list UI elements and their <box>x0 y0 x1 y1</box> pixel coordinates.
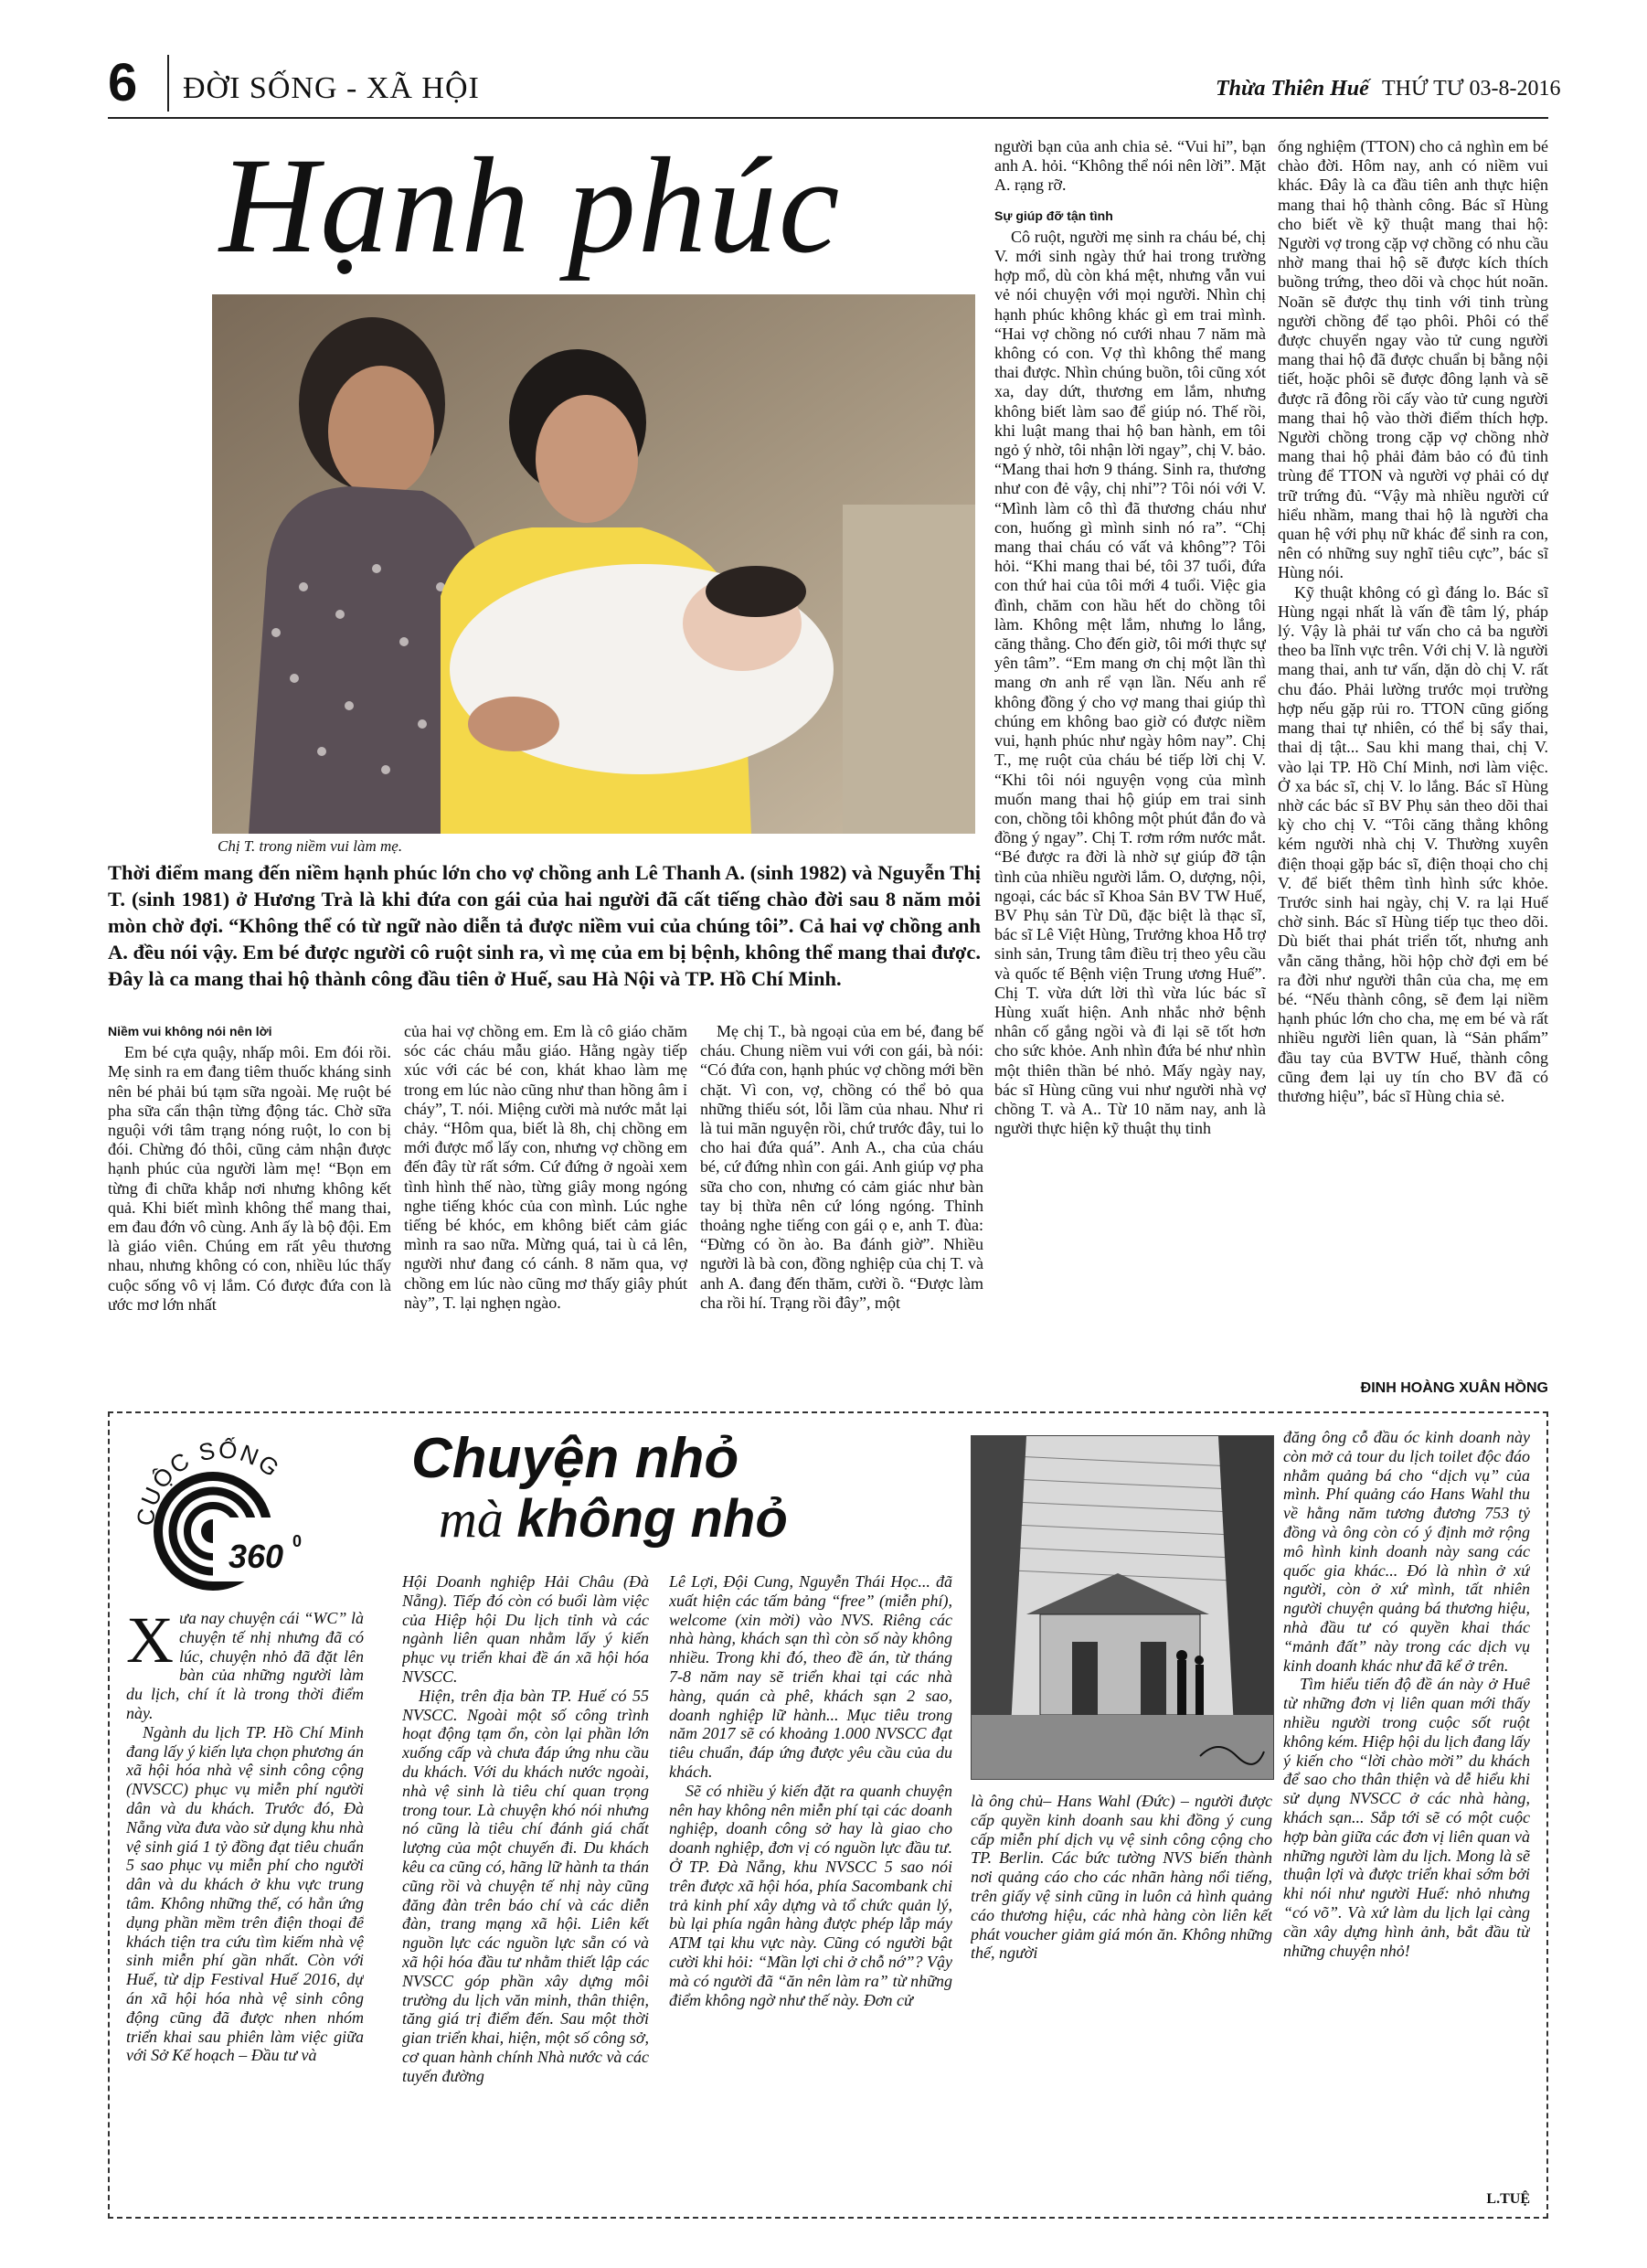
column-text: Hội Doanh nghiệp Hải Châu (Đà Nẵng). Tiếp đó còn có buổi làm việc của Hiệp hội Du lịch tỉnh và các ngành liên quan nhằm lấy ý kiến phục vụ triển khai đề án xã hội hóa NVSCC. <box>402 1572 649 1686</box>
feature-title-line-1: Chuyện nhỏ <box>411 1427 739 1490</box>
feature-column-4 <box>971 1792 1272 2203</box>
column-text: Tìm hiểu tiến độ đề án này ở Huế từ những đơn vị liên quan mới thấy nhiều người trong cuộc sốt ruột không kém. Hiệp hội du lịch đang lấy ý kiến cho “lời chào mời” du khách để sao cho thân thiện và dễ hiểu khi sử dụng NVSCC ở các nhà hàng, khách sạn... Sắp tới sẽ có một cuộc hợp bàn giữa các đơn vị liên quan và những người làm du lịch. Mong là sẽ thuận lợi và được triển khai sớm bởi khi nói như người Huế: nhỏ nhưng “có võ”. Và xứ làm du lịch lại càng cần xây dựng hình ảnh, bắt đầu từ những chuyện nhỏ! <box>1283 1675 1530 1960</box>
feature-byline: L.TUỆ <box>1486 2191 1530 2207</box>
column-text: Lê Lợi, Đội Cung, Nguyễn Thái Học... đã xuất hiện các tấm bảng “free” (miễn phí), welcome (xin mời) vào NVS. Riêng các nhà hàng, khách sạn thì còn số này không nhiều. Trong khi đó, theo đề án, từ tháng 7-8 năm nay sẽ triển khai tại các nhà hàng, quán cà phê, khách sạn 2 sao, doanh nghiệp lữ hành... Mục tiêu trong năm 2017 sẽ có khoảng 1.000 NVSCC đạt tiêu chuẩn, đáp ứng được yêu cầu của du khách. <box>669 1572 952 1781</box>
article-lead: Thời điểm mang đến niềm hạnh phúc lớn cho vợ chồng anh Lê Thanh A. (sinh 1982) và Nguyễn Thị T. (sinh 1981) ở Hương Trà là khi đứa con gái của hai người đã cất tiếng chào đời sau 8 năm mỏi mòn chờ đợi. “Không thể có từ ngữ nào diễn tả được niềm vui của chúng tôi”. Cả hai vợ chồng anh A. đều nói vậy. Em bé được người cô ruột sinh ra, vì mẹ của em bị bệnh, không thể mang thai được. Đây là ca mang thai hộ thành công đầu tiên ở Huế, sau Hà Nội và TP. Hồ Chí Minh. <box>108 861 981 990</box>
photo-illustration <box>212 294 975 834</box>
sketch-illustration <box>971 1435 1274 1780</box>
feature-column-2 <box>402 1572 649 2203</box>
column-text: Em bé cựa quậy, nhấp môi. Em đói rồi. Mẹ sinh ra em đang tiêm thuốc kháng sinh nên bé phải bú tạm sữa ngoài. Mẹ ruột bé pha sữa cẩn thận từng động tác. Chờ sữa nguội với tâm trạng nóng ruột, lo con bị đói. Chừng đó thôi, cũng cảm nhận được hạnh phúc của người làm mẹ! “Bọn em từng đi chữa khắp nơi nhưng không kết quả. Khi biết mình không thể mang thai, em đau đớn vô cùng. Anh ấy là bộ đội. Em là giáo viên. Chúng em rất yêu thương nhau, nhưng không có con, nhiều lúc thấy cuộc sống vô vị lắm. Có được đứa con là ước mơ lớn nhất <box>108 1043 391 1314</box>
article-column-3 <box>700 1022 983 1406</box>
article-column-1 <box>108 1022 391 1406</box>
article-column-5 <box>1278 137 1548 1376</box>
drop-cap: X <box>126 1609 174 1677</box>
page-number: 6 <box>108 53 138 112</box>
column-text: Hiện, trên địa bàn TP. Huế có 55 NVSCC. Ngoài một số công trình hoạt động tạm ổn, còn lại phần lớn xuống cấp và chưa đáp ứng nhu cầu du khách. Với du khách nước ngoài, nhà vệ sinh là tiêu chí quan trọng trong tour. Là chuyện khó nói nhưng nó cũng là tiêu chí đánh giá chất lượng của một chuyến đi. Du khách kêu ca cũng có, hãng lữ hành ta thán cũng rồi và chuyện tế nhị này cũng đăng đàn trên báo chí và các diễn đàn, trang mạng xã hội. Liên kết nguồn lực các nguồn lực sẵn có và xã hội hóa đầu tư nhằm thiết lập các NVSCC góp phần xây dựng môi trường du lịch văn minh, thân thiện, tăng giá trị điểm đến. Sau một thời gian triển khai, hiện, một số công sở, cơ quan hành chính Nhà nước và các tuyến đường <box>402 1686 649 2085</box>
article-photo <box>212 294 975 834</box>
subheading-2: Sự giúp đỡ tận tình <box>994 208 1113 223</box>
photo-caption: Chị T. trong niềm vui làm mẹ. <box>218 837 403 855</box>
section-title: ĐỜI SỐNG - XÃ HỘI <box>183 71 480 105</box>
header-divider <box>167 55 169 112</box>
column-text: Kỹ thuật không có gì đáng lo. Bác sĩ Hùng ngại nhất là vấn đề tâm lý, pháp lý. Vậy là phải tư vấn cho cả ba người theo ba lĩnh vực trên. Với chị V. là người mang thai, anh tư vấn, dặn dò chị V. rất chu đáo. Phải lường trước mọi trường hợp nếu gặp rủi ro. TTON cũng giống mang thai tự nhiên, có thể bị sẩy thai, thai dị tật... Sau khi mang thai, chị V. vào lại TP. Hồ Chí Minh, nơi làm việc. Ở xa bác sĩ, chị V. lo lắng. Bác sĩ Hùng nhờ các bác sĩ BV Phụ sản theo dõi thai kỳ cho chị V. “Tôi căng thẳng không kém người nhà chị V. Thường xuyên điện thoại gặp bác sĩ, điện thoại cho chị V. để biết thêm tình hình sức khỏe. Trước sinh hai ngày, chị V. ra lại Huế chờ sinh. Bác sĩ Hùng tiếp tục theo dõi. Dù biết thai phát triển tốt, nhưng anh vẫn căng thẳng, hồi hộp chờ đợi em bé ra đời như người thân của cha, mẹ em bé. “Nếu thành công, sẽ đem lại niềm hạnh phúc lớn cho cha, mẹ em bé và rất nhiều người liên quan, là “Sản phẩm” đầu tay của BVTW Huế, thành công cũng đem lại uy tín cho BV đã có thương hiệu”, bác sĩ Hùng chia sẻ. <box>1278 582 1548 1105</box>
column-text: Cô ruột, người mẹ sinh ra cháu bé, chị V. mới sinh ngày thứ hai trong trường hợp mổ, dù còn khá mệt, nhưng vẫn vui vẻ nói chuyện với mọi người. Nhìn chị hạnh phúc không khác gì em trai mình. “Hai vợ chồng nó cưới nhau 7 năm mà không có con. Vợ thì không thể mang thai được. Nhìn chúng buồn, tôi cũng xót xa, day dứt, thương em lắm, nhưng không biết làm sao để giúp nó. Thế rồi, khi luật mang thai hộ ban hành, em tôi ngỏ ý nhờ, tôi nhận lời ngay”, chị V. bảo. “Mang thai hơn 9 tháng. Sinh ra, thương như con đẻ vậy, chị nhỉ”? Tôi nói với V. “Mình làm cô thì đã thương cháu như con, huống gì mình sinh nó ra”. “Chị mang thai cháu có vất vả không”? Tôi hỏi. “Khi mang thai bé, tôi 37 tuổi, đứa con thứ hai của tôi mới 4 tuổi. Việc gia đình, chăm con hầu hết do chồng tôi làm. Không mệt lắm, nhưng lo lắng, căng thẳng. Cho đến giờ, tôi mới thực sự yên tâm”. “Em mang ơn chị một lần thì mang ơn anh rể vạn lần. Nếu anh rể không đồng ý cho vợ mang thai giúp thì chúng em không bao giờ có được niềm vui, hạnh phúc như ngày hôm nay”. Chị T., mẹ ruột của cháu bé tiếp lời chị V. “Khi tôi nói nguyện vọng của mình muốn mang thai hộ giúp em trai sinh con, chồng tôi không một phút đắn đo và đồng ý ngay”. Chị T. rơm rớm nước mắt. “Bé được ra đời là nhờ sự giúp đỡ tận tình của nhiều người lắm. O, dượng, nội, ngoại, các bác sĩ Khoa Sản BV TW Huế, BV Phụ sản Từ Dũ, đặc biệt là thạc sĩ, bác sĩ Lê Việt Hùng, Trưởng khoa Hỗ trợ sinh sản, Trung tâm điều trị theo yêu cầu và quốc tế Bệnh viện Trung ương Huế”. Chị T. vừa dứt lời thì vừa lúc bác sĩ Hùng xuất hiện. Anh nhắc nhở bệnh nhân cố gắng ngồi và đi lại sẽ tốt hơn cho sức khỏe. Anh nhìn đứa bé như nhìn một thiên thần bé nhỏ. Mấy ngày nay, bác sĩ Hùng cũng vui như người nhà vợ chồng T. và A.. Từ 10 năm nay, anh là người thực hiện kỹ thuật thụ tinh <box>994 227 1266 1138</box>
article-column-2 <box>404 1022 687 1406</box>
article-byline: ĐINH HOÀNG XUÂN HỒNG <box>1360 1380 1548 1396</box>
spiral-logo-icon <box>126 1426 318 1591</box>
article-column-4 <box>994 137 1266 1397</box>
column-text: ống nghiệm (TTON) cho cả nghìn em bé chào đời. Hôm nay, anh có niềm vui khác. Đây là ca đầu tiên anh thực hiện mang thai hộ thành công. Bác sĩ Hùng cho biết về kỹ thuật mang thai hộ: Người vợ trong cặp vợ chồng có nhu cầu nhờ mang thai hộ sẽ được kích thích buồng trứng, theo dõi và chọc hút noãn. Noãn sẽ được thụ tinh với tinh trùng người chồng để tạo phôi. Phôi có thể được chuyển ngay vào tử cung người mang thai hộ đã được chuẩn bị bằng nội tiết, hoặc phôi sẽ được đông lạnh và sẽ được rã đông rồi cấy vào tử cung người mang thai hộ vào thời điểm thích hợp. Người chồng trong cặp vợ chồng nhờ mang thai hộ phải đảm bảo có đủ tinh trùng để TTON và người vợ phải có dự trữ trứng đủ. “Vậy mà nhiều người cứ hiểu nhầm, mang thai hộ là người cha quan hệ với phụ nữ khác để sinh ra con, nên có những suy nghĩ tiêu cực”, bác sĩ Hùng nói. <box>1278 137 1548 582</box>
column-text: Ngành du lịch TP. Hồ Chí Minh đang lấy ý kiến lựa chọn phương án xã hội hóa nhà vệ sinh công cộng (NVSCC) phục vụ miễn phí người dân và du khách. Trước đó, Đà Nẵng vừa đưa vào sử dụng khu nhà vệ sinh giá 1 tỷ đồng đạt tiêu chuẩn 5 sao phục vụ miễn phí cho người dân và du khách ở khu vực trung tâm. Không những thế, có hẳn ứng dụng phần mềm trên điện thoại để khách tiện tra cứu tìm kiếm nhà vệ sinh miễn phí gần nhất. Còn với Huế, từ dịp Festival Huế 2016, dự án xã hội hóa nhà vệ sinh công động cũng đã được nhen nhóm triển khai sau phiên làm việc giữa với Sở Kế hoạch – Đầu tư và <box>126 1722 364 2065</box>
column-text: người bạn của anh chia sẻ. “Vui hỉ”, bạn anh A. hỏi. “Không thể nói nên lời”. Mặt A. rạng rỡ. <box>994 137 1266 195</box>
subheading-1: Niềm vui không nói nên lời <box>108 1024 272 1038</box>
column-text <box>126 1609 364 1723</box>
feature-column-3 <box>669 1572 952 2203</box>
newspaper-name: Thừa Thiên Huế <box>1216 77 1369 101</box>
column-text: đăng ông cỗ đầu óc kinh doanh này còn mở cả tour du lịch toilet độc đáo nhằm quảng bá cho “dịch vụ” của mình. Phí quảng cáo Hans Wahl thu về hằng năm tương đương 753 tỷ đồng và ông còn có ý định mở rộng mô hình kinh doanh này sang các quốc gia khác... Đó là nhìn ở xứ người, còn ở xứ mình, tất nhiên người chuyện quảng bá thương hiệu, nhà đầu tư có quyền khai thác “mảnh đất” này trong các dịch vụ kinh doanh khác như đã kể ở trên. <box>1283 1428 1530 1675</box>
column-text: là ông chủ– Hans Wahl (Đức) – người được cấp quyền kinh doanh sau khi đồng ý cung cấp miễn phí dịch vụ vệ sinh công cộng cho TP. Berlin. Các bức tường NVS biến thành nơi quảng cáo cho các nhãn hàng nổi tiếng, trên giấy vệ sinh cũng in luôn cả hình quảng cáo thương hiệu, các nhà hàng còn liên kết phát voucher giảm giá món ăn. Không những thế, người <box>971 1792 1272 1963</box>
article-title: Hạnh phúc <box>219 130 842 282</box>
feature-title-line-2 <box>439 1488 788 1549</box>
issue-date: THỨ TƯ 03-8-2016 <box>1382 77 1561 101</box>
logo-degree: 0 <box>292 1532 303 1550</box>
toilet-house-sketch-icon <box>972 1436 1273 1779</box>
title-emphasis: không nhỏ <box>516 1489 788 1549</box>
feature-column-5 <box>1283 1428 1530 2187</box>
logo-text-top: CUỘC SỐNG <box>131 1435 286 1528</box>
feature-column-1 <box>126 1609 364 2203</box>
logo-number: 360 <box>228 1538 284 1575</box>
column-text: Sẽ có nhiều ý kiến đặt ra quanh chuyện nên hay không nên miễn phí tại các doanh nghiệp, doanh công sở hay là giao cho doanh nghiệp, đơn vị có nguồn lực đầu tư. Ở TP. Đà Nẵng, khu NVSCC 5 sao nói trên được xã hội hóa, phía Sacombank chi trả kinh phí xây dựng và tổ chức quản lý, bù lại phía ngân hàng được phép lắp máy ATM tại khu vực này. Cũng có người bật cười khi hỏi: “Mần lợi chi ở chỗ nớ”? Vậy mà có người đã “ăn nên làm ra” từ những điểm không ngờ như thế này. Đơn cử <box>669 1781 952 2009</box>
first-paragraph: ưa nay chuyện cái “WC” là chuyện tế nhị nhưng đã có lúc, chuyện nhỏ đã đặt lên bàn của những người làm du lịch, chí ít là trong thời điểm này. <box>126 1609 364 1722</box>
column-text: Mẹ chị T., bà ngoại của em bé, đang bế cháu. Chung niềm vui với con gái, bà nói: “Có đứa con, hạnh phúc vợ chồng mới bền chặt. Vì con, vợ, chồng có thể bỏ qua những thiếu sót, lỗi lầm của nhau. Như ri là tui mãn nguyện rồi, chứ trước đây, tui lo cho hai đứa quá”. Anh A., cha của cháu bé, cứ đứng nhìn con gái. Anh giúp vợ pha sữa cho con, nhưng có cảm giác như bàn tay bị thừa nên cứ lóng ngóng. Thỉnh thoảng nghe tiếng con gái ọ e, anh T. đùa: “Đừng có ồn ào. Ba đánh giờ”. Nhiều người là bà con, đồng nghiệp của chị T. và anh A. đang đến thăm, cười ồ. “Được làm cha rồi hí. Trạng rồi đây”, một <box>700 1022 983 1312</box>
title-word: mà <box>439 1489 517 1549</box>
column-text: của hai vợ chồng em. Em là cô giáo chăm sóc các cháu mẫu giáo. Hằng ngày tiếp xúc với các bé con, khát khao làm mẹ trong em lúc nào cũng như than hồng âm ỉ cháy”, T. nói. Miệng cười mà nước mắt lại chảy. “Hôm qua, biết là 8h, chị chồng em mới được mổ lấy con, nhưng vợ chồng em đến đây từ rất sớm. Cứ đứng ở ngoài xem tình hình thế nào, từng giây mong ngóng nghe tiếng khóc của con mình. Lúc nghe tiếng bé khóc, em không biết cảm giác mình ra sao nữa. Mừng quá, tai ù cả lên, người như đang có cánh. 8 năm qua, vợ chồng em lúc nào cũng mơ thấy giây phút này”, T. lại nghẹn ngào. <box>404 1022 687 1312</box>
cuoc-song-360-logo <box>126 1426 318 1591</box>
header-rule <box>108 117 1548 119</box>
